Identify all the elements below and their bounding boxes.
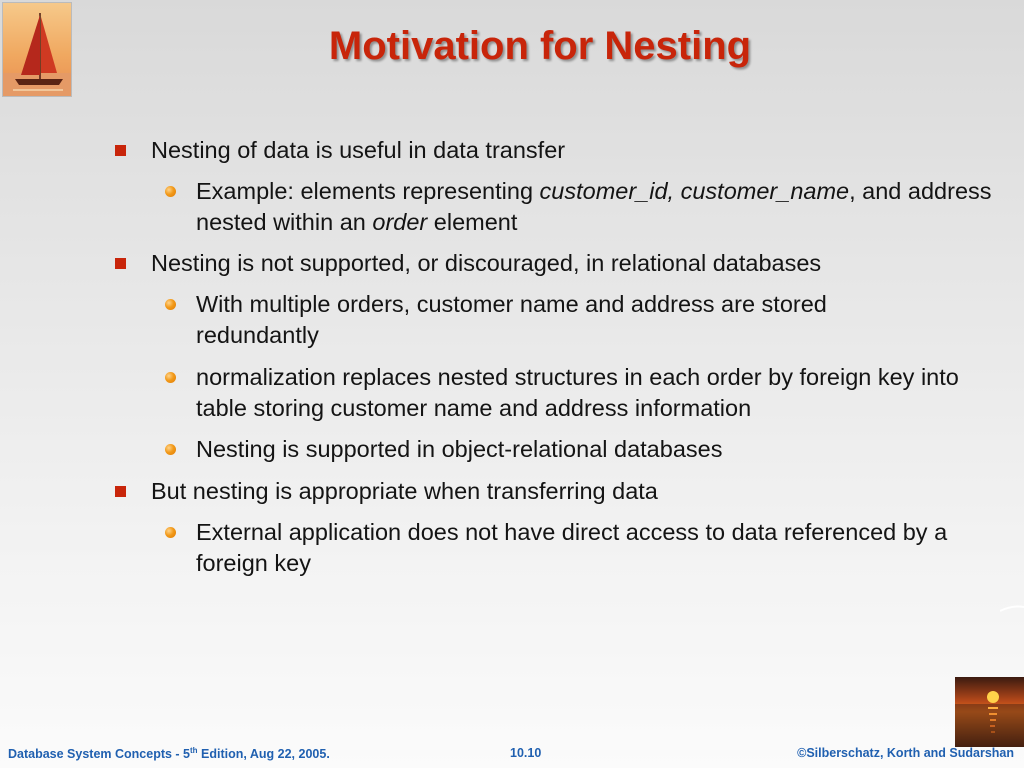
bullet-1-1-emphasis-a: customer_id, customer_name bbox=[539, 178, 850, 204]
bullet-1: Nesting of data is useful in data transfer bbox=[151, 137, 566, 163]
square-bullet-icon bbox=[115, 145, 126, 156]
bullet-1-1-text-b: , and address nested within an bbox=[196, 178, 992, 235]
round-bullet-icon bbox=[165, 444, 176, 455]
footer-left-superscript: th bbox=[190, 746, 198, 755]
slide-title: Motivation for Nesting bbox=[328, 24, 752, 68]
bullet-3-1: External application does not have direct access to data referenced by a foreign key bbox=[196, 519, 948, 576]
bullet-2-3: Nesting is supported in object-relational databases bbox=[196, 436, 723, 462]
round-bullet-icon bbox=[165, 372, 176, 383]
bullet-1-1-text-c: element bbox=[427, 209, 518, 235]
footer-left-text-b: Edition, Aug 22, 2005. bbox=[197, 747, 330, 762]
square-bullet-icon bbox=[115, 486, 126, 497]
decorative-swoosh-icon bbox=[1000, 604, 1024, 614]
bullet-1-1 bbox=[196, 176, 996, 238]
bullet-2-1: With multiple orders, customer name and address are stored redundantly bbox=[196, 291, 827, 348]
round-bullet-icon bbox=[165, 527, 176, 538]
sunset-icon bbox=[955, 677, 1024, 747]
bullet-2: Nesting is not supported, or discouraged, in relational databases bbox=[151, 250, 822, 276]
footer-copyright: ©Silberschatz, Korth and Sudarshan bbox=[797, 746, 1014, 760]
bullet-3: But nesting is appropriate when transferring data bbox=[151, 478, 658, 504]
square-bullet-icon bbox=[115, 258, 126, 269]
footer-course-info bbox=[8, 746, 330, 761]
round-bullet-icon bbox=[165, 186, 176, 197]
bullet-2-2: normalization replaces nested structures in each order by foreign key into table storing customer name and address information bbox=[196, 364, 959, 421]
footer-slide-number: 10.10 bbox=[510, 746, 542, 760]
round-bullet-icon bbox=[165, 299, 176, 310]
footer-left-text-a: Database System Concepts - 5 bbox=[8, 747, 191, 762]
bullet-1-1-text-a: Example: elements representing bbox=[196, 178, 540, 204]
bullet-1-1-emphasis-b: order bbox=[372, 209, 428, 235]
